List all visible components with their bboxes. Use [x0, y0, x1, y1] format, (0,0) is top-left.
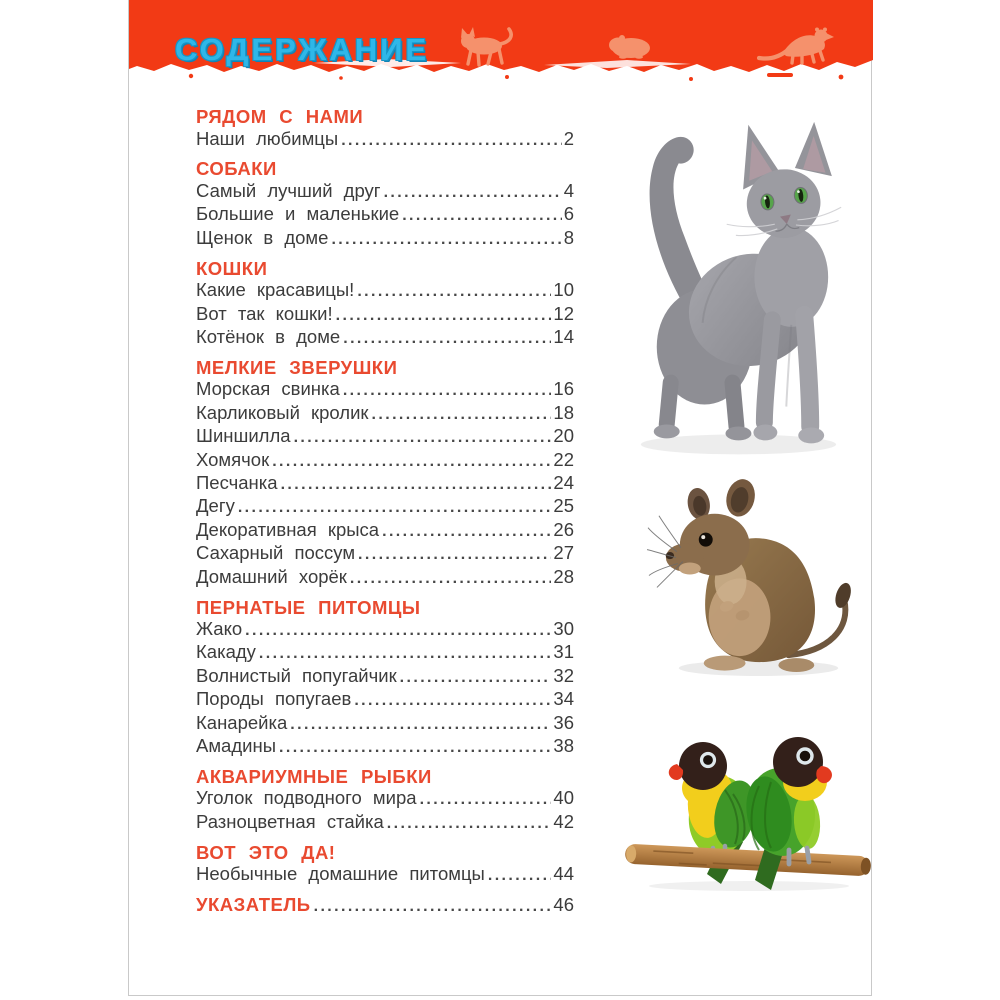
- dot-leader: [333, 303, 552, 326]
- toc-section: [196, 842, 574, 887]
- dot-leader: [417, 787, 552, 810]
- toc-section-heading: ВОТ ЭТО ДА!: [196, 841, 336, 863]
- dot-leader: [256, 641, 552, 664]
- book-page: [128, 0, 872, 996]
- toc-entry-page: 8: [563, 226, 574, 248]
- toc-entry: [196, 787, 574, 810]
- toc-section-heading: КОШКИ: [196, 257, 268, 279]
- toc-entry-page: 24: [553, 471, 574, 493]
- toc-section-heading: АКВАРИУМНЫЕ РЫБКИ: [196, 765, 432, 787]
- dot-leader: [278, 472, 552, 495]
- toc-entry: [196, 863, 574, 886]
- toc-section-heading: СОБАКИ: [196, 158, 277, 180]
- dot-leader: [242, 618, 551, 641]
- toc-entry-page: 4: [563, 179, 574, 201]
- gray-cat-photo: [587, 84, 871, 466]
- table-of-contents: [196, 106, 574, 918]
- toc-entry-page: 26: [553, 518, 574, 540]
- toc-entry-label: Сахарный поссум: [196, 542, 356, 564]
- dot-leader: [338, 128, 562, 151]
- toc-entry-label: Песчанка: [196, 471, 278, 493]
- toc-entry-page: 10: [553, 279, 574, 301]
- toc-entry-page: 25: [553, 495, 574, 517]
- toc-entry-page: 32: [553, 664, 574, 686]
- toc-entry-label: Самый лучший друг: [196, 179, 381, 201]
- hamster-silhouette-icon: [607, 33, 651, 59]
- toc-entry: [196, 378, 574, 401]
- toc-entry-label: Необычные домашние питомцы: [196, 863, 485, 885]
- toc-section: [196, 158, 574, 250]
- page-title: СОДЕРЖАНИЕ: [175, 32, 430, 67]
- toc-entry: [196, 811, 574, 834]
- toc-entry-label: Породы попугаев: [196, 688, 352, 710]
- toc-entry: [196, 519, 574, 542]
- toc-entry-page: 6: [563, 203, 574, 225]
- dot-leader: [291, 425, 552, 448]
- toc-entry: [196, 712, 574, 735]
- dot-leader: [381, 180, 562, 203]
- dot-leader: [340, 378, 552, 401]
- cat-silhouette-icon: [456, 26, 516, 68]
- dot-leader: [485, 863, 552, 886]
- dot-leader: [340, 326, 551, 349]
- toc-entry: [196, 303, 574, 326]
- toc-entry: [196, 641, 574, 664]
- toc-entry-page: 22: [553, 448, 574, 470]
- toc-entry-page: 31: [553, 641, 574, 663]
- toc-entry-label: Шиншилла: [196, 425, 291, 447]
- toc-section-heading: УКАЗАТЕЛЬ: [196, 894, 311, 916]
- toc-entry-label: Хомячок: [196, 448, 270, 470]
- toc-section: [196, 106, 574, 151]
- toc-entry-page: 28: [553, 565, 574, 587]
- ferret-silhouette-icon: [757, 25, 835, 65]
- toc-entry-page: 12: [553, 302, 574, 324]
- toc-entry: [196, 665, 574, 688]
- toc-entry: [196, 180, 574, 203]
- toc-entry-label: Уголок подводного мира: [196, 787, 417, 809]
- toc-entry-page: 20: [553, 425, 574, 447]
- toc-section: [196, 894, 574, 917]
- toc-entry-page: 34: [553, 688, 574, 710]
- toc-entry: [196, 495, 574, 518]
- toc-entry: [196, 425, 574, 448]
- toc-entry: [196, 402, 574, 425]
- dot-leader: [311, 894, 552, 917]
- toc-entry-label: Карликовый кролик: [196, 401, 369, 423]
- toc-entry-page: 16: [553, 378, 574, 400]
- toc-entry-label: Домашний хорёк: [196, 565, 347, 587]
- dot-leader: [287, 712, 551, 735]
- toc-entry: [196, 279, 574, 302]
- toc-section: [196, 766, 574, 834]
- toc-entry-page: 42: [553, 810, 574, 832]
- toc-entry-page: 40: [553, 787, 574, 809]
- toc-entry: [196, 472, 574, 495]
- toc-section: [196, 597, 574, 759]
- toc-entry: [196, 128, 574, 151]
- toc-entry-label: Канарейка: [196, 711, 288, 733]
- toc-entry-label: Наши любимцы: [196, 127, 339, 149]
- dot-leader: [355, 542, 551, 565]
- dot-leader: [384, 811, 552, 834]
- toc-entry-label: Волнистый попугайчик: [196, 664, 397, 686]
- toc-entry: [196, 449, 574, 472]
- dot-leader: [379, 519, 551, 542]
- dot-leader: [354, 279, 551, 302]
- toc-entry: [196, 227, 574, 250]
- toc-entry: [196, 566, 574, 589]
- dot-leader: [397, 665, 552, 688]
- toc-entry-page: 30: [553, 618, 574, 639]
- toc-section: [196, 258, 574, 350]
- toc-section-heading: РЯДОМ С НАМИ: [196, 106, 364, 127]
- toc-entry-page: 44: [553, 863, 574, 885]
- toc-entry-page: 36: [553, 711, 574, 733]
- toc-entry-label: Морская свинка: [196, 378, 340, 400]
- toc-entry: [196, 735, 574, 758]
- toc-entry-page: 2: [563, 127, 574, 149]
- toc-entry: [196, 542, 574, 565]
- toc-entry-label: Щенок в доме: [196, 226, 329, 248]
- toc-section: [196, 357, 574, 589]
- toc-entry-page: 14: [553, 325, 574, 347]
- dot-leader: [399, 203, 562, 226]
- dot-leader: [347, 566, 552, 589]
- toc-entry-label: Жако: [196, 618, 243, 639]
- toc-entry-label: Дегу: [196, 495, 235, 517]
- dot-leader: [269, 449, 551, 472]
- toc-entry-label: Большие и маленькие: [196, 203, 400, 225]
- toc-entry-page: 27: [553, 542, 574, 564]
- toc-entry-page: 18: [553, 401, 574, 423]
- dot-leader: [369, 402, 552, 425]
- toc-entry-label: Котёнок в доме: [196, 325, 341, 347]
- degu-photo: [647, 462, 871, 684]
- toc-entry-label: Вот так кошки!: [196, 302, 333, 324]
- toc-entry-label: Какие красавицы!: [196, 279, 355, 301]
- dot-leader: [328, 227, 561, 250]
- toc-section-heading: ПЕРНАТЫЕ ПИТОМЦЫ: [196, 596, 421, 618]
- toc-heading-entry: [196, 894, 574, 917]
- dot-leader: [351, 688, 551, 711]
- dot-leader: [235, 495, 552, 518]
- toc-entry-label: Декоративная крыса: [196, 518, 380, 540]
- toc-entry: [196, 688, 574, 711]
- toc-entry: [196, 203, 574, 226]
- toc-section-heading: МЕЛКИЕ ЗВЕРУШКИ: [196, 356, 398, 378]
- header-banner: [129, 0, 873, 86]
- lovebirds-photo: [621, 716, 873, 892]
- toc-entry-label: Амадины: [196, 735, 276, 757]
- toc-entry: [196, 618, 574, 641]
- toc-entry-label: Разноцветная стайка: [196, 810, 384, 832]
- toc-entry-label: Какаду: [196, 641, 256, 663]
- dot-leader: [276, 735, 551, 758]
- toc-entry-page: 46: [553, 894, 574, 916]
- wooden-perch: [625, 844, 872, 877]
- toc-entry: [196, 326, 574, 349]
- toc-entry-page: 38: [553, 735, 574, 757]
